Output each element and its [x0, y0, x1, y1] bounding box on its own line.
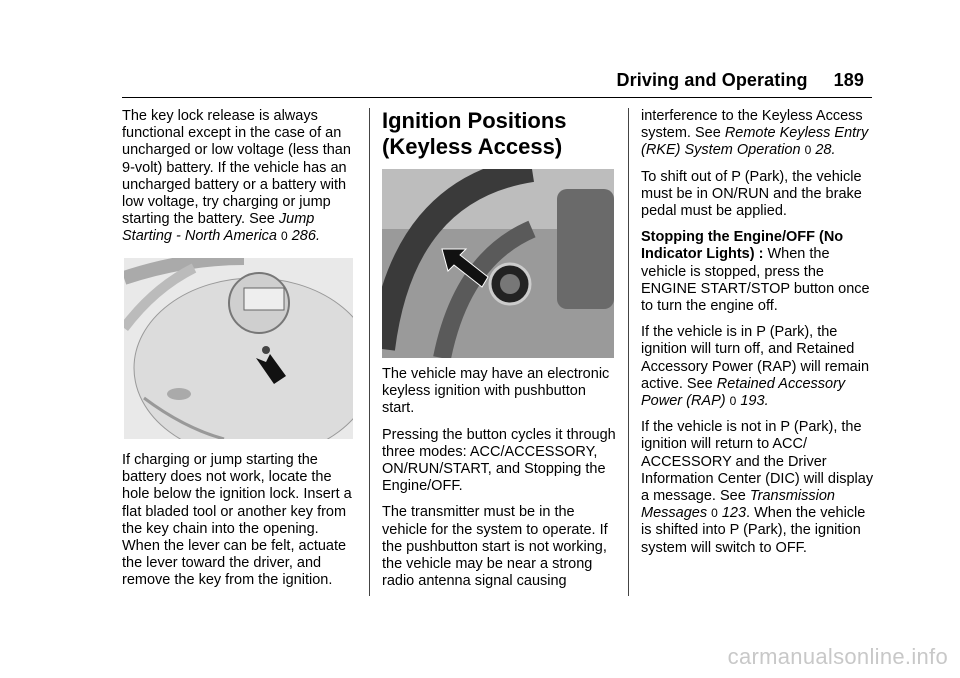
page-header: [617, 70, 864, 91]
ignition-lock-figure: [124, 258, 353, 439]
column-divider-2: [628, 108, 629, 596]
col3-paragraph-5: If the vehicle is not in P (Park), the ignition will return to ACC/ ACCESSORY and the Driver Information Center (DIC) will display a message. See Transmission Messages 0 123. When the vehicle is shifted into P (Park), the ignition system will switch to OFF.: [641, 419, 874, 556]
col3-paragraph-2: To shift out of P (Park), the vehicle must be in ON/RUN and the brake pedal must be applied.: [641, 168, 862, 220]
watermark: carmanualsonline.info: [727, 644, 948, 669]
column-1: [122, 108, 358, 255]
xref-link[interactable]: Remote Keyless Entry (RKE) System Operation: [641, 125, 869, 159]
column-3: [641, 108, 877, 566]
xref-link[interactable]: Jump Starting - North America: [122, 211, 315, 245]
col2-paragraph-2: Pressing the button cycles it through three modes: ACC/ACCESSORY, ON/RUN/START, and Stopping the Engine/OFF.: [382, 426, 616, 495]
col1-paragraph-2: If charging or jump starting the battery does not work, locate the hole below the ignition lock. Insert a flat bladed tool or another key from the key chain into the opening. When the lever can be felt, actuate the lever toward the driver, and remove the key from the ignition.: [122, 452, 352, 589]
col3-paragraph-4: If the vehicle is in P (Park), the ignition will turn off, and Retained Accessory Power (RAP) will remain active. See Retained Accessory Power (RAP) 0 193.: [641, 324, 870, 410]
col3-paragraph-3: Stopping the Engine/OFF (No Indicator Lights) : When the vehicle is stopped, press the ENGINE START/STOP button once to turn the engine off.: [641, 229, 870, 315]
col1-paragraph-1: The key lock release is always functional except in the case of an uncharged or low voltage (less than 9-volt) battery. If the vehicle has an uncharged battery or a battery with low voltage, try charging or jump starting the battery. See Jump Starting - North America 0 286.: [122, 108, 351, 245]
stopping-engine-label: Stopping the Engine/OFF (No Indicator Lights) :: [641, 229, 844, 263]
col2-paragraph-1: The vehicle may have an electronic keyless ignition with pushbutton start.: [382, 366, 610, 417]
keyless-ignition-figure: [382, 169, 614, 358]
section-heading: Ignition Positions (Keyless Access): [382, 108, 567, 159]
col3-paragraph-1: interference to the Keyless Access system. See Remote Keyless Entry (RKE) System Operation 0 28.: [641, 108, 869, 159]
column-divider-1: [369, 108, 370, 596]
ref-arrow-icon: 0: [281, 229, 288, 244]
ref-arrow-icon: 0: [711, 506, 718, 521]
ref-arrow-icon: 0: [729, 394, 737, 409]
section-title: Driving and Operating: [616, 70, 808, 90]
header-rule: [122, 97, 872, 98]
page-number: 189: [833, 70, 864, 90]
col2-paragraph-3: The transmitter must be in the vehicle for the system to operate. If the pushbutton start is not working, the vehicle may be near a strong radio antenna signal causing: [382, 504, 608, 590]
xref-link[interactable]: Retained Accessory Power (RAP): [641, 375, 846, 410]
xref-link[interactable]: Transmission Messages: [641, 488, 835, 522]
column-2: [382, 366, 618, 599]
column-1-lower: [122, 452, 358, 599]
ref-arrow-icon: 0: [804, 143, 812, 158]
